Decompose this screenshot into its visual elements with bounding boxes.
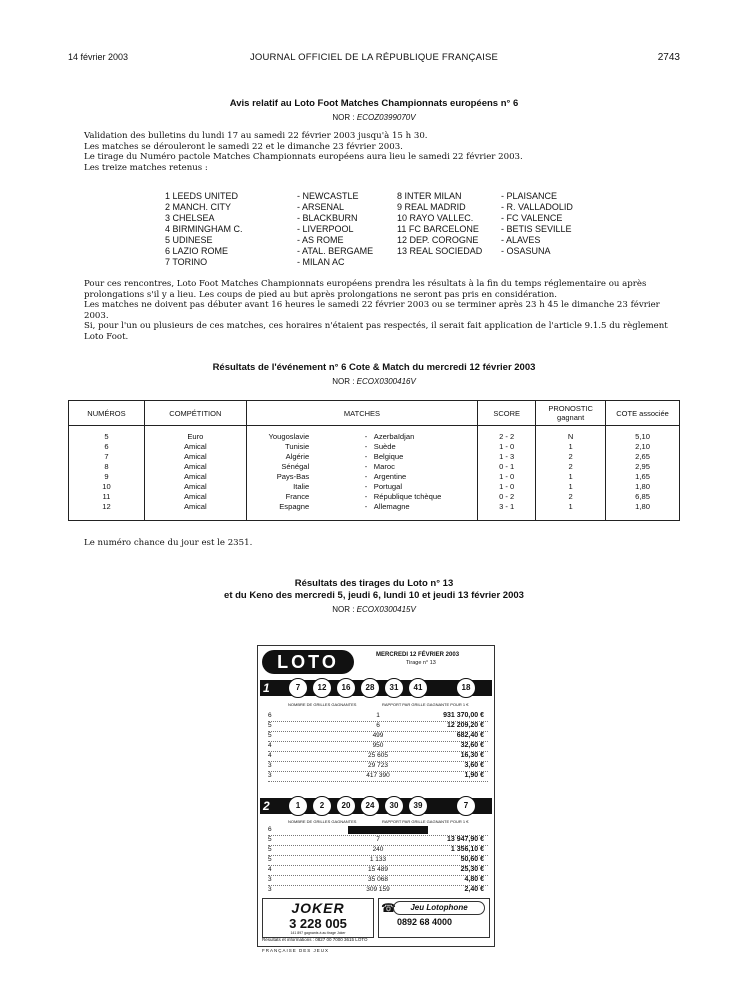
col-cote: COTE associée [606,401,680,426]
ball: 16 [336,678,356,698]
lotophone-number: 0892 68 4000 [397,917,453,927]
prize-row: 3 35 068 4,80 € [268,876,488,886]
header-date: 14 février 2003 [68,52,129,62]
column-head-count: NOMBRE DE GRILLES GAGNANTES [288,702,357,707]
intro-line: Validation des bulletins du lundi 17 au samedi 22 février 2003 jusqu'à 15 h 30. [84,131,428,141]
section1-nor: NOR : ECOZ0399070V [332,113,416,122]
outro-paragraph: Les matches ne doivent pas débuter avant 16 heures le samedi 22 février 2003 ou se terminer après 23 h 45 le dimanche 23 février 2003. [84,300,660,321]
prize-row: 5 1 133 50,60 € [268,856,488,866]
prize-row: 6 1 931 370,00 € [268,712,488,722]
joker-number: 3 228 005 [289,916,347,931]
prize-row: 4 25 605 16,30 € [268,752,488,762]
ball: 1 [288,796,308,816]
column-head-amount: RAPPORT PAR GRILLE GAGNANTE POUR 1 € [382,702,469,707]
outro-paragraph: Pour ces rencontres, Loto Foot Matches Championnats européens prendra les résultats à la fin du temps réglementaire ou après prolongations s'il y a lieu. Les coups de pied au but après prolongations ne seront pas pris en considération. [84,279,647,300]
match-row: 5 UDINESE - AS ROME 12 DEP. COROGNE - ALAVES [165,235,541,245]
ball: 2 [312,796,332,816]
table-row: 8 Amical Sénégal - Maroc 0 - 1 2 2,95 [69,462,680,472]
complementary-ball: 18 [456,678,476,698]
page-number: 2743 [657,52,680,63]
prize-row: 4 15 489 25,30 € [268,866,488,876]
ball: 31 [384,678,404,698]
intro-line: Les treize matches retenus : [84,162,208,173]
table-row: 11 Amical France - République tchèque 0 - 2 2 6,85 [69,492,680,502]
match-list [165,191,625,268]
col-numeros: NUMÉROS [69,401,145,426]
phone-icon: ☎ [381,901,396,915]
section2-title: Résultats de l'événement n° 6 Cote & Match du mercredi 12 février 2003 [212,362,536,373]
journal-title: JOURNAL OFFICIEL DE LA RÉPUBLIQUE FRANÇAISE [249,52,499,63]
table-row: 12 Amical Espagne - Allemagne 3 - 1 1 1,80 [69,502,680,521]
match-row: 6 LAZIO ROME - ATAL. BERGAME 13 REAL SOCIEDAD - OSASUNA [165,246,551,256]
prize-row: 3 417 390 1,90 € [268,772,488,782]
col-competition: COMPÉTITION [144,401,246,426]
ball: 41 [408,678,428,698]
match-row: 7 TORINO - MILAN AC [165,257,345,267]
ball: 20 [336,796,356,816]
col-score: SCORE [478,401,536,426]
match-row: 3 CHELSEA - BLACKBURN 10 RAYO VALLEC. - FC VALENCE [165,213,563,223]
complementary-ball: 7 [456,796,476,816]
prize-row: 3 309 159 2,40 € [268,886,484,893]
chance-number-note: Le numéro chance du jour est le 2351. [84,538,253,548]
joker-box [262,898,374,938]
outro-paragraph: Si, pour l'un ou plusieurs de ces matches, ces horaires n'étaient pas respectés, il serait fait application de l'article 9.1.5 du règlement Loto Foot. [84,321,668,342]
ticket-footer: Résultats et informations : 0827 00 7000 3615 LOTO [262,937,368,942]
draw2-label: 2 [263,799,270,813]
column-head-count: NOMBRE DE GRILLES GAGNANTES [288,819,357,824]
section3-nor: NOR : ECOX0300415V [332,605,416,614]
prize-row: 5 7 13 947,90 € [268,836,488,846]
page-header [68,52,680,66]
prize-row: 6 [268,826,488,836]
prize-row: 5 240 1 356,10 € [268,846,488,856]
prize-row: 5 499 682,40 € [268,732,488,742]
col-pronostic: PRONOSTIC gagnant [536,401,606,426]
draw1-label: 1 [263,681,270,695]
joker-title: JOKER [291,900,345,916]
column-head-amount: RAPPORT PAR GRILLE GAGNANTE POUR 1 € [382,819,469,824]
section1-intro [84,131,674,173]
match-row: 1 LEEDS UNITED - NEWCASTLE 8 INTER MILAN - PLAISANCE [165,191,558,201]
table-row: 7 Amical Algérie - Belgique 1 - 3 2 2,65 [69,452,680,462]
section2-nor: NOR : ECOX0300416V [332,377,416,386]
ball: 24 [360,796,380,816]
table-row: 5 Euro Yougoslavie - Azerbaïdjan 2 - 2 N 5,10 [69,426,680,443]
section3-title-line2: et du Keno des mercredi 5, jeudi 6, lundi 10 et jeudi 13 février 2003 [224,590,524,601]
match-row: 2 MANCH. CITY - ARSENAL 9 REAL MADRID - R. VALLADOLID [165,202,573,212]
ball: 30 [384,796,404,816]
section1-title: Avis relatif au Loto Foot Matches Championnats européens n° 6 [229,98,519,109]
prize-row: 3 29 723 3,60 € [268,762,488,772]
ball: 28 [360,678,380,698]
joker-note: 141 897 gagnants à au tirage Joker [290,931,346,935]
ball: 12 [312,678,332,698]
col-matches: MATCHES [246,401,477,426]
prize-row: 4 950 32,60 € [268,742,488,752]
section1-outro [84,279,674,342]
section3-title-line1: Résultats des tirages du Loto n° 13 [294,578,454,589]
fdj-footer: FRANÇAISE DES JEUX [262,948,330,953]
table-row: 10 Amical Italie - Portugal 1 - 0 1 1,80 [69,482,680,492]
ticket-draw: Tirage n° 13 [406,660,436,666]
match-row: 4 BIRMINGHAM C. - LIVERPOOL 11 FC BARCELONE - BETIS SEVILLE [165,224,572,234]
ball: 39 [408,796,428,816]
intro-line: Le tirage du Numéro pactole Matches Championnats européens aura lieu le samedi 22 février 2003. [84,152,523,162]
results-table [68,400,680,521]
table-row: 6 Amical Tunisie - Suède 1 - 0 1 2,10 [69,442,680,452]
loto-logo: LOTO [262,650,354,674]
table-row: 9 Amical Pays-Bas - Argentine 1 - 0 1 1,65 [69,472,680,482]
prize-row: 5 6 12 209,20 € [268,722,488,732]
intro-line: Les matches se dérouleront le samedi 22 et le dimanche 23 février 2003. [84,141,403,152]
lotophone-title: Jeu Lotophone [393,901,485,915]
ticket-date: MERCREDI 12 FÉVRIER 2003 [376,652,460,658]
lotophone-box [378,898,490,938]
ball: 7 [288,678,308,698]
loto-results-ticket [257,645,495,947]
table-header-row [69,401,680,426]
